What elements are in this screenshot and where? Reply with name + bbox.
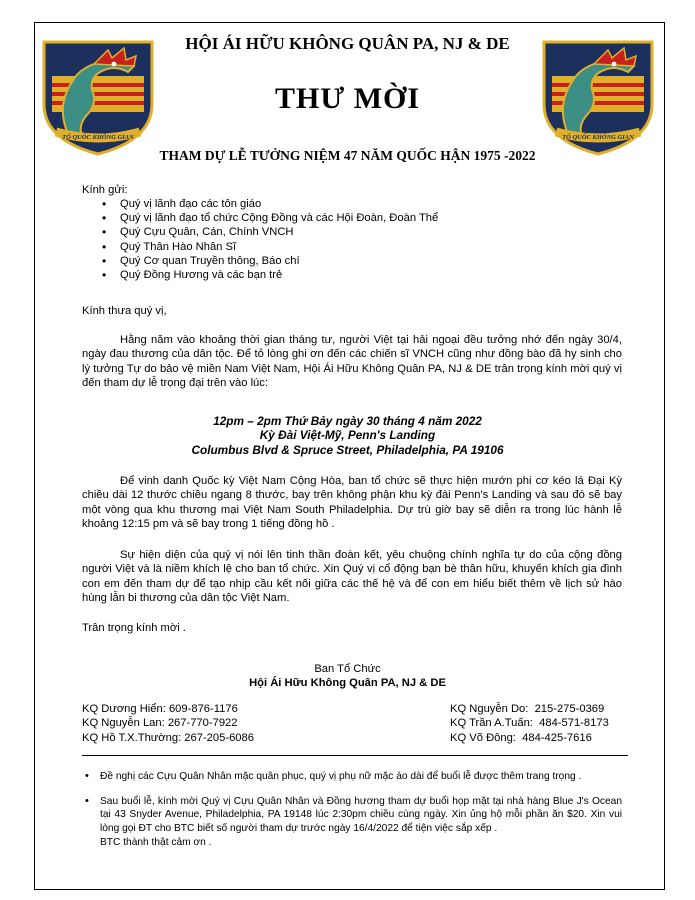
recipient-item: • Quý vị lãnh đạo các tôn giáo [82, 197, 438, 211]
event-details [0, 414, 695, 457]
emblem-motto: TỔ QUỐC KHÔNG GIAN [562, 134, 634, 141]
paragraph-flag [82, 474, 622, 531]
note-item: • Đề nghị các Cựu Quân Nhân mặc quân phục, quý vị phụ nữ mặc áo dài để buổi lễ được thêm trang trọng . [82, 770, 622, 783]
closing: Trân trọng kính mời . [82, 622, 186, 634]
signoff-organization: Hội Ái Hữu Không Quân PA, NJ & DE [249, 677, 446, 690]
contact-item: KQ Võ Đông: 484-425-7616 [450, 731, 592, 744]
contact-item: KQ Nguyễn Lan: 267-770-7922 [82, 717, 238, 730]
event-title: THAM DỰ LỄ TƯỞNG NIỆM 47 NĂM QUỐC HẬN 1975 -2022 [159, 148, 536, 163]
thanks-note: BTC thành thật cảm ơn . [100, 837, 212, 848]
event-time: 12pm – 2pm Thứ Bảy ngày 30 tháng 4 năm 2022 [213, 414, 482, 428]
contact-item: KQ Hồ T.X.Thường: 267-205-6086 [82, 731, 254, 744]
recipient-list [82, 197, 438, 282]
contact-item: KQ Nguyễn Do: 215-275-0369 [450, 703, 605, 715]
event-address: Columbus Blvd & Spruce Street, Philadelphia, PA 19106 [191, 442, 504, 457]
contact-list-right [450, 702, 609, 745]
paragraph-flag-text: Để vinh danh Quốc kỳ Việt Nam Cộng Hòa, ban tổ chức sẽ thực hiện mướn phi cơ kéo lá Đại Kỳ chiều dài 12 thước chiều ngang 8 thước, bay trên không phận khu kỳ đài Penn's Landing và sau đó sẽ bay một vòng qua khu thương mại Việt Nam South Philadelphia. Dự trù giờ bay sẽ diễn ra trong lúc hành lễ khoảng 12:15 pm và sẽ bay trong 1 tiếng đồng hồ . [82, 475, 622, 530]
greeting: Kính thưa quý vị, [82, 305, 167, 317]
contact-list-left [82, 702, 254, 745]
organization-title: HỘI ÁI HỮU KHÔNG QUÂN PA, NJ & DE [185, 34, 510, 53]
salutation: Kính gửi: [82, 184, 128, 196]
contact-item: KQ Dương Hiển: 609-876-1176 [82, 703, 238, 715]
recipient-item: • Quý Cơ quan Truyền thông, Báo chí [82, 254, 438, 268]
paragraph-intro [82, 333, 622, 390]
event-place: Kỳ Đài Việt-Mỹ, Penn's Landing [259, 428, 436, 443]
divider [82, 755, 628, 756]
emblem-motto: TỔ QUỐC KHÔNG GIAN [62, 134, 134, 141]
note-item: • Sau buổi lễ, kính mời Quý vị Cựu Quân Nhân và Đồng hương tham dự buổi họp mặt tại nhà hàng Blue J's Ocean tại 43 Snyder Avenue, Philadelphia, PA 19148 lúc 2:30pm chiều cùng ngày. Xin ủng hộ mỗi phần ăn $20. Xin vui lòng gọi ĐT cho BTC biết số người tham dự trước ngày 16/4/2022 để tiện việc sắp xếp . [82, 795, 622, 835]
paragraph-intro-text: Hằng năm vào khoảng thời gian tháng tư, người Việt tại hải ngoại đều tưởng nhớ đến ngày 30/4, ngày đau thương của dân tộc. Để tỏ lòng ghi ơn đến các chiến sĩ VNCH cũng như đồng bào đã hy sinh cho lý tưởng Tự do bảo vệ miền Nam Việt Nam, Hội Ái Hữu Không Quân PA, NJ & DE trân trọng kính mời quý vị đến tham dự lễ trọng đại trên vào lúc: [82, 334, 622, 389]
paragraph-unity [82, 548, 622, 605]
signoff-committee: Ban Tổ Chức [314, 663, 381, 675]
recipient-item: • Quý Cựu Quân, Cán, Chính VNCH [82, 225, 438, 239]
contact-item: KQ Trần A.Tuấn: 484-571-8173 [450, 717, 609, 730]
recipient-item: • Quý Đồng Hương và các bạn trẻ [82, 268, 438, 282]
paragraph-unity-text: Sự hiện diện của quý vị nói lên tinh thần đoàn kết, yêu chuộng chính nghĩa tự do của cộng đồng người Việt và là niềm khích lệ cho ban tổ chức. Xin Quý vị cổ động bạn bè thân hữu, khuyến khích gia đình con em đến tham dự để tạo nhịp cầu kết nối giữa các thế hệ và để con em hiểu biết thêm về lịch sử hào hùng lẫn bi thương của dân tộc Việt Nam. [82, 549, 622, 604]
recipient-item: • Quý vị lãnh đạo tổ chức Cộng Đồng và các Hội Đoàn, Đoàn Thể [82, 211, 438, 225]
recipient-item: • Quý Thân Hào Nhân Sĩ [82, 240, 438, 254]
document-title: THƯ MỜI [274, 82, 421, 115]
signoff [0, 662, 695, 691]
